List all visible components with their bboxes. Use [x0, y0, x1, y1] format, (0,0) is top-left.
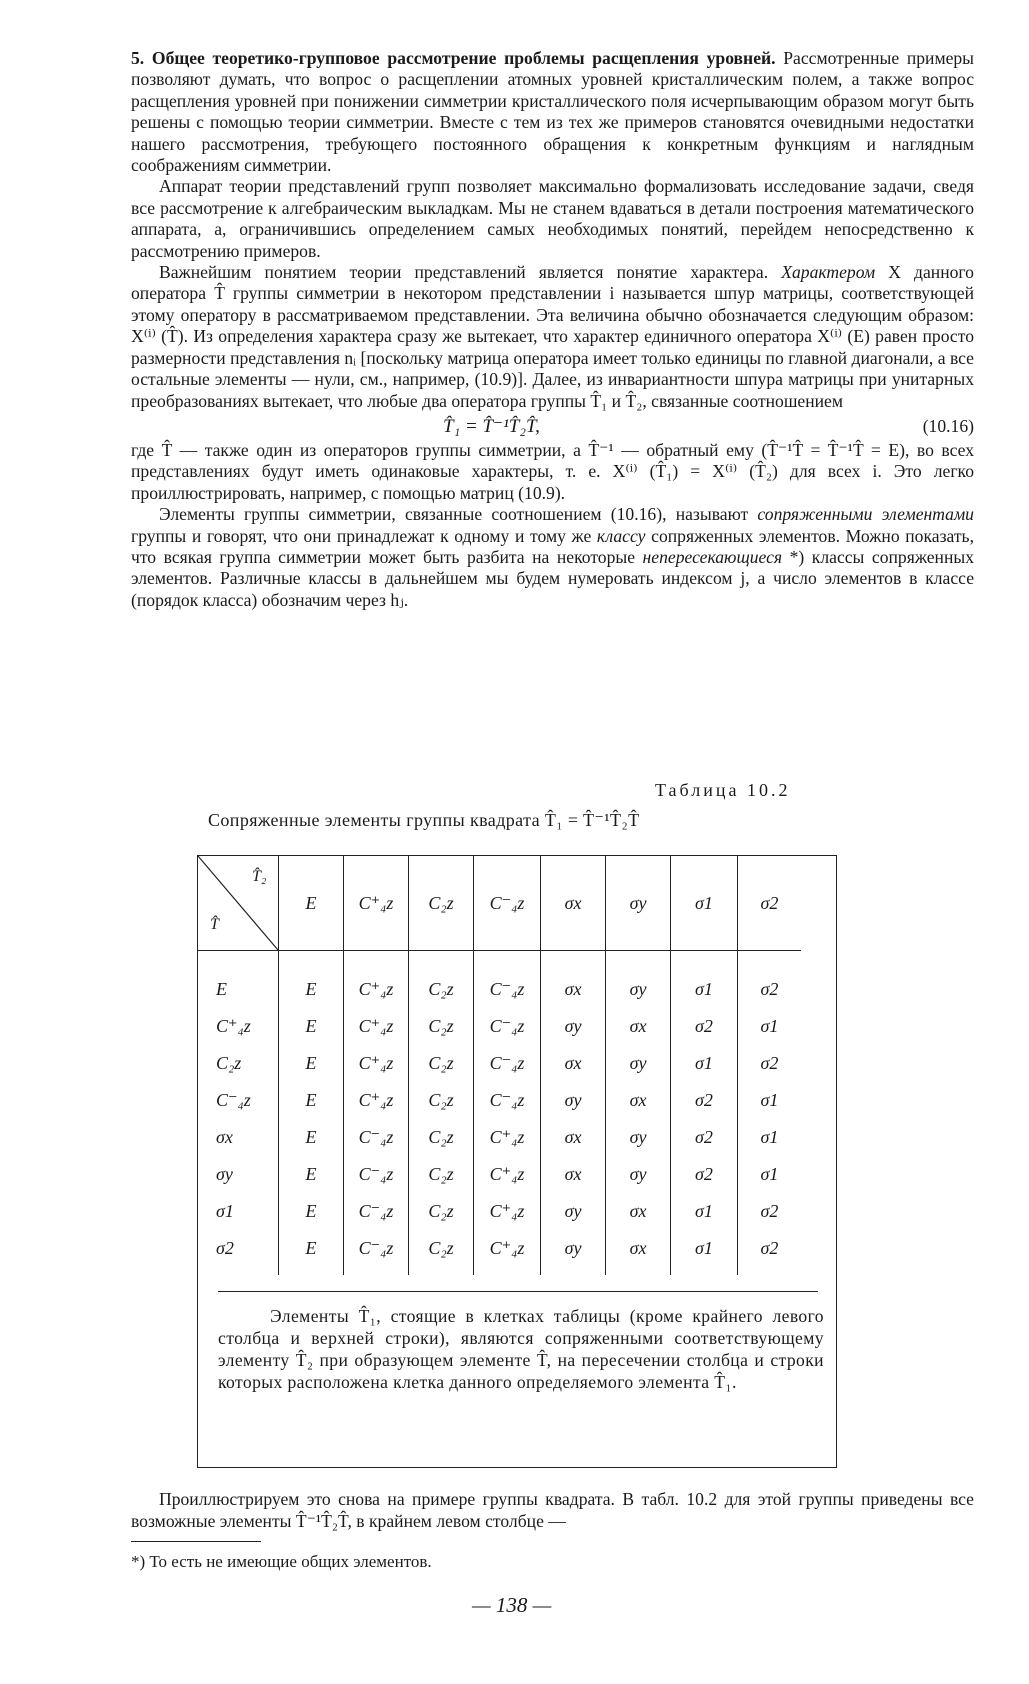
table-cell: C⁺₄z — [474, 1193, 541, 1230]
row-header: C₂z — [216, 1053, 242, 1073]
table-cell: σx — [541, 971, 606, 1008]
row-header: σ1 — [216, 1201, 234, 1221]
column-header: σy — [606, 856, 671, 951]
paragraph-text: Важнейшим понятием теории представлений является понятие характера. — [159, 262, 769, 283]
table-cell: C⁻₄z — [474, 1045, 541, 1082]
paragraph-text: сопряженных элементов. Можно показать, что всякая группа симметрии может быть разбита на некоторые — [131, 525, 974, 567]
table-cell: C⁺₄z — [474, 1230, 541, 1267]
spacer-cell — [344, 951, 409, 972]
table-cell: C⁺₄z — [344, 971, 409, 1008]
table-cell: C₂z — [409, 1230, 474, 1267]
column-header: σx — [541, 856, 606, 951]
table-cell: C⁺₄z — [474, 1156, 541, 1193]
table-cell: C⁺₄z — [474, 1119, 541, 1156]
table-cell: E — [279, 1119, 344, 1156]
formula-number: (10.16) — [922, 415, 974, 436]
spacer-cell — [198, 951, 279, 972]
section-title: 5. Общее теоретико-групповое рассмотрение проблемы расщепления уровней. — [131, 48, 776, 68]
row-header: σy — [216, 1164, 233, 1184]
footnote-rule — [131, 1541, 261, 1542]
table-cell: σx — [606, 1230, 671, 1267]
spacer-cell — [738, 951, 802, 972]
conjugate-elements-table — [198, 856, 801, 1275]
table-cell: σ1 — [738, 1008, 802, 1045]
table-row — [198, 971, 801, 1008]
closing-text: Проиллюстрируем это снова на примере группы квадрата. В табл. 10.2 для этой группы приведены все возможные элементы T̂⁻¹T̂₂T̂, в крайнем левом столбце — — [131, 1489, 974, 1531]
corner-diagonal — [198, 856, 278, 950]
table-cell: σ2 — [738, 1230, 802, 1267]
spacer-cell — [279, 1267, 344, 1275]
spacer-cell — [671, 1267, 738, 1275]
table-body — [198, 971, 801, 1267]
column-header: C⁺₄z — [344, 856, 409, 951]
paragraph-text: Элементы группы симметрии, связанные соотношением (10.16), называют — [159, 504, 749, 525]
spacer-cell — [198, 1267, 279, 1275]
spacer-cell — [409, 951, 474, 972]
table-cell: E — [279, 1230, 344, 1267]
spacer-row — [198, 951, 801, 972]
table-cell: C₂z — [409, 971, 474, 1008]
closing-paragraph — [131, 1488, 974, 1532]
term-italic: сопряженными элементами — [757, 504, 974, 525]
row-header: C⁻₄z — [216, 1090, 251, 1110]
term-italic: классу — [596, 525, 646, 546]
spacer-cell — [606, 951, 671, 972]
note-divider — [218, 1291, 818, 1292]
table-cell: C₂z — [409, 1156, 474, 1193]
row-header: σx — [216, 1127, 233, 1147]
corner-bottom-label: T̂ — [210, 916, 219, 933]
table-cell: E — [279, 1193, 344, 1230]
table-row — [198, 1230, 801, 1267]
table-cell: C⁻₄z — [344, 1193, 409, 1230]
table-cell: C₂z — [409, 1008, 474, 1045]
table-cell: σx — [541, 1119, 606, 1156]
formula-10-16 — [131, 413, 974, 440]
table-cell: σy — [541, 1193, 606, 1230]
spacer-cell — [409, 1267, 474, 1275]
table-row — [198, 1156, 801, 1193]
table-cell: σ2 — [738, 1193, 802, 1230]
table-cell: E — [279, 971, 344, 1008]
table-cell: σ1 — [738, 1156, 802, 1193]
table-cell: C₂z — [409, 1119, 474, 1156]
column-header: C⁻₄z — [474, 856, 541, 951]
table-cell: C⁺₄z — [344, 1008, 409, 1045]
table-label: Таблица 10.2 — [655, 780, 791, 800]
table-cell: σy — [541, 1008, 606, 1045]
table-note — [218, 1305, 824, 1393]
table-cell: σx — [606, 1008, 671, 1045]
table-cell: E — [279, 1008, 344, 1045]
spacer-cell — [671, 951, 738, 972]
term-italic: непересекающиеся — [642, 546, 783, 567]
table-cell: C⁻₄z — [474, 1082, 541, 1119]
paragraph-text: группы и говорят, что они принадлежат к одному и тому же — [131, 525, 592, 546]
table-note-text: Элементы T̂₁, стоящие в клетках таблицы (кроме крайнего левого столбца и верхней строки), являются сопряженными соответствующему элементу T̂₂ при образующем элементе T̂, на пересечении столбца и строки которых расположена клетка данного определяемого элемента T̂₁. — [218, 1306, 824, 1392]
table-cell: σ2 — [671, 1008, 738, 1045]
spacer-cell — [541, 951, 606, 972]
table-cell: σ1 — [671, 1230, 738, 1267]
spacer-cell — [474, 951, 541, 972]
table-cell: E — [279, 1082, 344, 1119]
row-header: E — [216, 979, 227, 999]
spacer-cell — [541, 1267, 606, 1275]
table-cell: σy — [606, 1156, 671, 1193]
row-header: σ2 — [216, 1238, 234, 1258]
bottom-spacer-row — [198, 1267, 801, 1275]
table-cell: C⁻₄z — [474, 1008, 541, 1045]
table-cell: C⁻₄z — [474, 971, 541, 1008]
term-italic: Характером — [781, 262, 876, 283]
spacer-cell — [344, 1267, 409, 1275]
table-row — [198, 1082, 801, 1119]
corner-cell — [198, 856, 279, 951]
row-header: C⁺₄z — [216, 1016, 251, 1036]
table-frame — [197, 855, 837, 1468]
table-cell: C⁺₄z — [344, 1045, 409, 1082]
table-cell: σx — [541, 1156, 606, 1193]
page-number: — 138 — — [472, 1593, 552, 1617]
table-cell: σy — [541, 1082, 606, 1119]
table-cell: σ1 — [738, 1082, 802, 1119]
paragraph — [131, 262, 974, 412]
table-cell: σx — [606, 1193, 671, 1230]
table-cell: σx — [541, 1045, 606, 1082]
table-cell: σ2 — [671, 1156, 738, 1193]
table-cell: C₂z — [409, 1082, 474, 1119]
table-cell: E — [279, 1045, 344, 1082]
table-cell: σ2 — [738, 971, 802, 1008]
table-cell: σ1 — [671, 1045, 738, 1082]
table-cell: σ1 — [671, 971, 738, 1008]
column-header: σ2 — [738, 856, 802, 951]
table-cell: C₂z — [409, 1045, 474, 1082]
table-cell: σy — [606, 971, 671, 1008]
table-header-row — [198, 856, 801, 951]
table-cell: σ1 — [671, 1193, 738, 1230]
spacer-cell — [279, 951, 344, 972]
spacer-cell — [606, 1267, 671, 1275]
formula: T̂₁ = T̂⁻¹T̂₂T̂, — [443, 415, 540, 437]
table-cell: σy — [541, 1230, 606, 1267]
footnote: *) То есть не имеющие общих элементов. — [131, 1552, 432, 1571]
table-cell: E — [279, 1156, 344, 1193]
table-cell: σx — [606, 1082, 671, 1119]
column-header: E — [279, 856, 344, 951]
paragraph: Аппарат теории представлений групп позволяет максимально формализовать исследование задачи, сведя все рассмотрение к алгебраическим выкладкам. Мы не станем вдаваться в детали построения математического аппарата, а, ограничившись определением самых необходимых понятий, перейдем непосредственно к рассмотрению примеров. — [131, 176, 974, 261]
paragraph: где T̂ — также один из операторов группы симметрии, а T̂⁻¹ — обратный ему (T̂⁻¹T̂ = T̂⁻¹T̂ = E), во всех представлениях будут иметь одинаковые характеры, т. е. X⁽ⁱ⁾ (T̂₁) = X⁽ⁱ⁾ (T̂₂) для всех i. Это легко проиллюстрировать, например, с помощью матриц (10.9). — [131, 439, 974, 503]
corner-top-label: T̂₂ — [252, 868, 267, 885]
table-cell: σ1 — [738, 1119, 802, 1156]
paragraph-text: *) классы сопряженных элементов. Различные классы в дальнейшем мы будем нумеровать индексом j, а число элементов в классе (порядок класса) обозначим через hⱼ. — [131, 546, 974, 610]
table-cell: σy — [606, 1119, 671, 1156]
table-cell: C₂z — [409, 1193, 474, 1230]
column-header: σ1 — [671, 856, 738, 951]
spacer-cell — [738, 1267, 802, 1275]
main-text — [131, 48, 974, 611]
table-row — [198, 1045, 801, 1082]
table-cell: C⁻₄z — [344, 1230, 409, 1267]
table-row — [198, 1193, 801, 1230]
table-cell: σy — [606, 1045, 671, 1082]
table-cell: C⁺₄z — [344, 1082, 409, 1119]
table-cell: C⁻₄z — [344, 1156, 409, 1193]
table-caption: Сопряженные элементы группы квадрата T̂₁ = T̂⁻¹T̂₂T̂ — [208, 810, 640, 830]
paragraph — [131, 504, 974, 611]
paragraph-text: Рассмотренные примеры позволяют думать, что вопрос о расщеплении атомных уровней кристаллическим полем, а также вопрос расщепления уровней при понижении симметрии кристаллического поля исчерпывающим образом могут быть решены с помощью теории симметрии. Вместе с тем из тех же примеров становятся очевидными недостатки нашего рассмотрения, требующего постоянного обращения к конкретным функциям и наглядным соображениям симметрии. — [131, 48, 975, 176]
table-row — [198, 1008, 801, 1045]
table-cell: σ2 — [671, 1082, 738, 1119]
spacer-cell — [474, 1267, 541, 1275]
paragraph-text: X данного оператора T̂ группы симметрии в некотором представлении i называется шпур матрицы, соответствующей этому оператору в рассматриваемом представлении. Эта величина обычно обозначается следующим образом: X⁽ⁱ⁾ (T̂). Из определения характера сразу же вытекает, что характер единичного оператора X⁽ⁱ⁾ (E) равен просто размерности представления nᵢ [поскольку матрица оператора имеет только единицы по главной диагонали, а все остальные элементы — нули, см., например, (10.9)]. Далее, из инвариантности шпура матрицы при унитарных преобразованиях вытекает, что любые два оператора группы T̂₁ и T̂₂, связанные соотношением — [131, 262, 974, 411]
table-cell: σ2 — [738, 1045, 802, 1082]
table-row — [198, 1119, 801, 1156]
column-header: C₂z — [409, 856, 474, 951]
table-cell: σ2 — [671, 1119, 738, 1156]
paragraph — [131, 48, 974, 176]
table-cell: C⁻₄z — [344, 1119, 409, 1156]
